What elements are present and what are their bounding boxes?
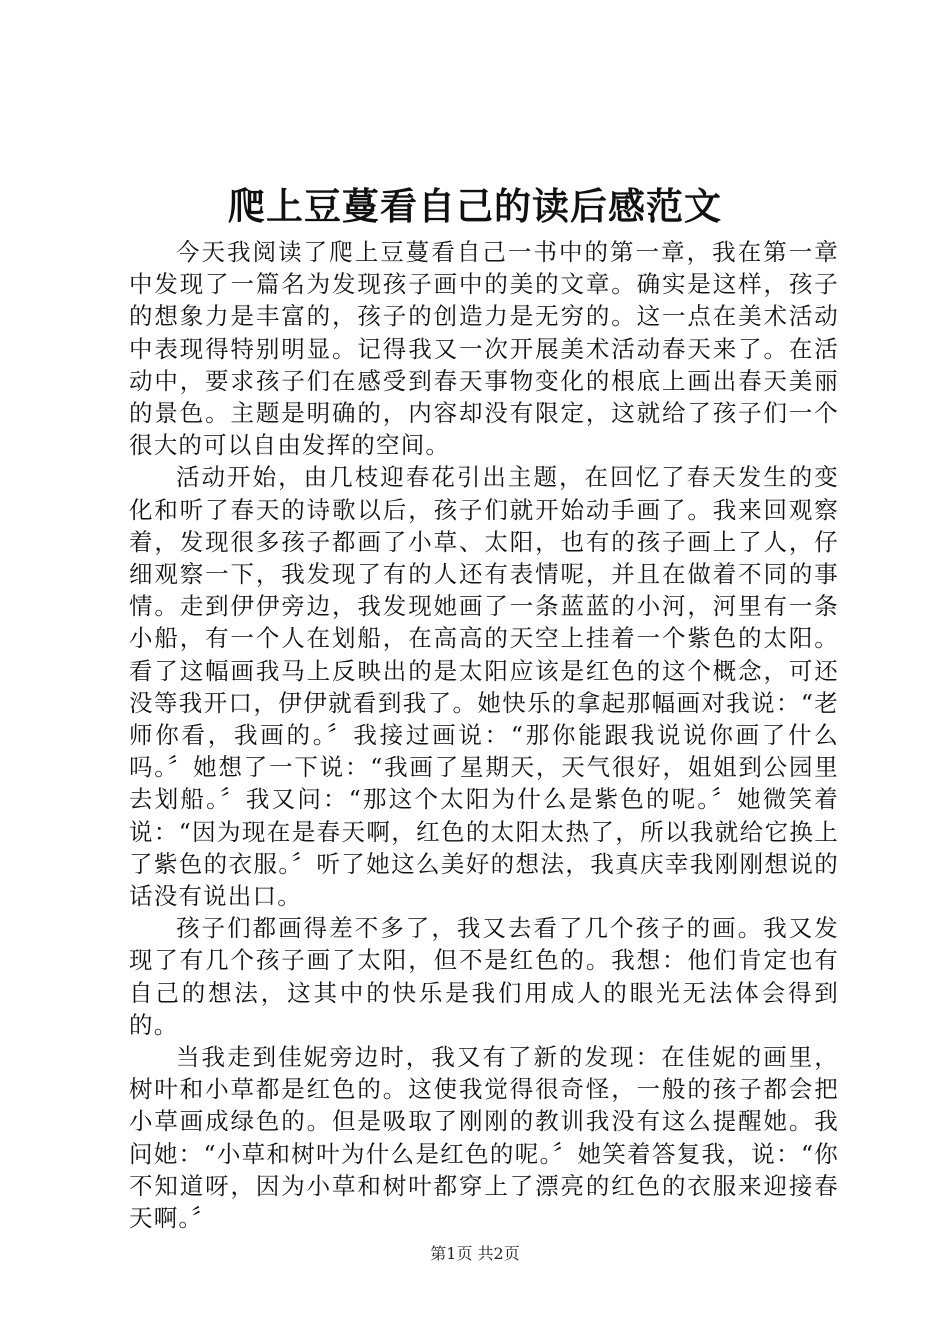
document-body: [129, 236, 839, 1234]
document-title: 爬上豆蔓看自己的读后感范文: [228, 185, 722, 228]
page-number-footer: 第1页 共2页: [430, 1244, 520, 1263]
paragraph-1: 今天我阅读了爬上豆蔓看自己一书中的第一章，我在第一章中发现了一篇名为发现孩子画中的美的文章。确实是这样，孩子的想象力是丰富的，孩子的创造力是无穷的。这一点在美术活动中表现得特别明显。记得我又一次开展美术活动春天来了。在活动中，要求孩子们在感受到春天事物变化的根底上画出春天美丽的景色。主题是明确的，内容却没有限定，这就给了孩子们一个很大的可以自由发挥的空间。: [129, 238, 839, 460]
paragraph-4: 当我走到佳妮旁边时，我又有了新的发现：在佳妮的画里，树叶和小草都是红色的。这使我觉得很奇怪，一般的孩子都会把小草画成绿色的。但是吸取了刚刚的教训我没有这么提醒她。我问她：“小草和树叶为什么是红色的呢。〞她笑着答复我，说：“你不知道呀，因为小草和树叶都穿上了漂亮的红色的衣服来迎接春天啊。〞: [129, 1043, 839, 1233]
paragraph-2: 活动开始，由几枝迎春花引出主题，在回忆了春天发生的变化和听了春天的诗歌以后，孩子们就开始动手画了。我来回观察着，发现很多孩子都画了小草、太阳，也有的孩子画上了人，仔细观察一下，我发现了有的人还有表情呢，并且在做着不同的事情。走到伊伊旁边，我发现她画了一条蓝蓝的小河，河里有一条小船，有一个人在划船，在高高的天空上挂着一个紫色的太阳。看了这幅画我马上反映出的是太阳应该是红色的这个概念，可还没等我开口，伊伊就看到我了。她快乐的拿起那幅画对我说：“老师你看，我画的。〞我接过画说：“那你能跟我说说你画了什么吗。〞她想了一下说：“我画了星期天，天气很好，姐姐到公园里去划船。〞我又问：“那这个太阳为什么是紫色的呢。〞她微笑着说：“因为现在是春天啊，红色的太阳太热了，所以我就给它换上了紫色的衣服。〞听了她这么美好的想法，我真庆幸我刚刚想说的话没有说出口。: [129, 463, 839, 911]
paragraph-3: 孩子们都画得差不多了，我又去看了几个孩子的画。我又发现了有几个孩子画了太阳，但不是红色的。我想：他们肯定也有自己的想法，这其中的快乐是我们用成人的眼光无法体会得到的。: [129, 914, 839, 1039]
